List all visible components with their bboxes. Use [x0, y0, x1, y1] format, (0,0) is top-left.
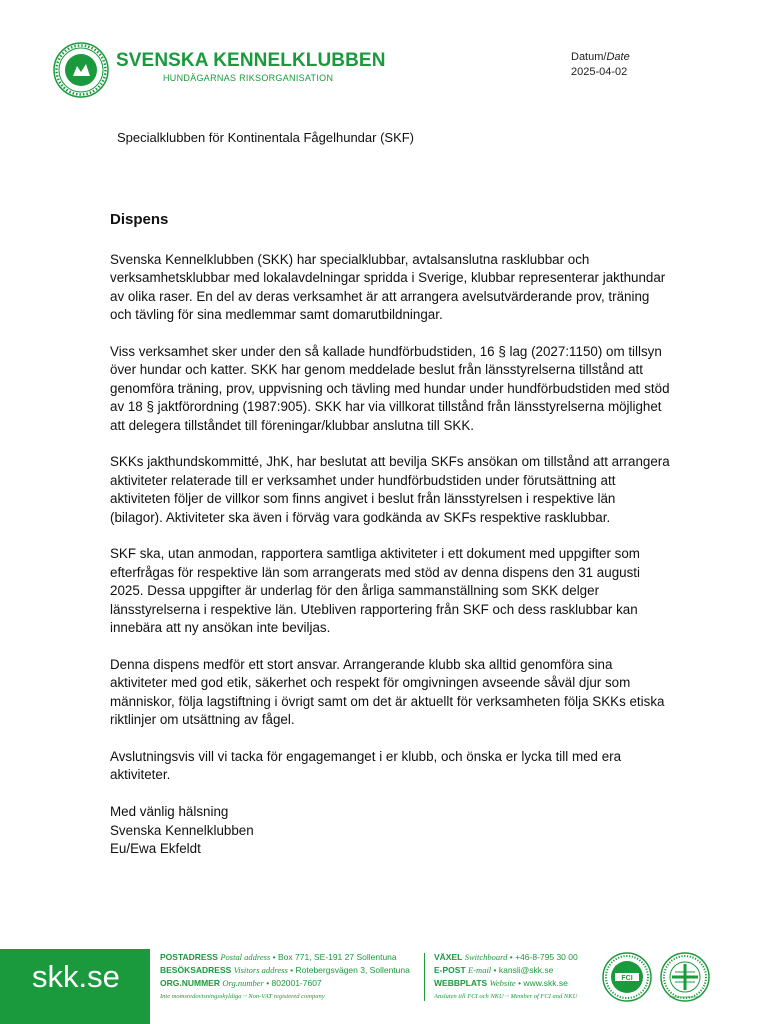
footer-orgnr: ORG.NUMMER Org.number • 802001-7607 — [160, 978, 322, 988]
footer-brand-panel — [0, 949, 150, 1024]
closing-org: Svenska Kennelklubben — [110, 822, 254, 838]
document-title: Dispens — [110, 211, 169, 228]
footer-brand-link[interactable]: skk.se — [32, 959, 120, 994]
skk-seal-logo-icon — [53, 42, 109, 98]
footer-address-column — [160, 951, 410, 1003]
date-value: 2025-04-02 — [571, 66, 628, 78]
paragraph: SKKs jakthundskommitté, JhK, har beslutat att bevilja SKFs ansökan om tillstånd att arrangera aktiviteter relaterade till er verksamhet under hundförbudstiden under förutsättning att aktiviteten följer de villkor som finns angivet i beslut från länsstyrelsen i respektive län (bilagor). Aktiviteter ska även i förväg vara godkända av SKFs respektive rasklubbar. — [110, 454, 670, 525]
footer-postal: POSTADRESS Postal address • Box 771, SE-191 27 Sollentuna — [160, 952, 397, 962]
footer-visit: BESÖKSADRESS Visitors address • Rotebergsvägen 3, Sollentuna — [160, 965, 410, 975]
paragraph: Viss verksamhet sker under den så kallade hundförbudstiden, 16 § lag (2027:1150) om tillsyn över hundar och katter. SKK har genom meddelade beslut från länsstyrelserna tillstånd att genomföra träning, prov, uppvisning och tävling med hundar under hundförbudstiden med stöd av 18 § jaktförordning (1987:905). SKK har via villkorat tillstånd från länsstyrelserna möjlighet att delegera tillståndet till föreningar/klubbar anslutna till SKK. — [110, 344, 670, 433]
footer — [0, 949, 768, 1024]
fci-seal-icon — [602, 952, 652, 1002]
nku-seal-icon — [660, 952, 710, 1002]
brand-subtitle: HUNDÄGARNAS RIKSORGANISATION — [163, 73, 334, 83]
footer-member-note: Ansluten till FCI och NKU ~ Member of FCI and NKU — [434, 993, 578, 1000]
footer-web: WEBBPLATS Website • www.skk.se — [434, 978, 568, 988]
date-label: Datum/Date — [571, 51, 630, 63]
footer-web-link[interactable]: • www.skk.se — [518, 978, 568, 988]
footer-email: E-POST E-mail • kansli@skk.se — [434, 965, 554, 975]
paragraph: Denna dispens medför ett stort ansvar. Arrangerande klubb ska alltid genomföra sina aktiviteter med god etik, säkerhet och respekt för omgivningen avseende såväl djur som människor, följa lagstiftning i övrigt samt om det är aktuellt för verksamheten följa SKKs etiska riktlinjer om utsättning av fågel. — [110, 656, 665, 728]
footer-divider — [424, 953, 425, 1001]
svg-text:NORDISK KENNEL UNION: NORDISK KENNEL UNION — [669, 996, 701, 999]
paragraph: Avslutningsvis vill vi tacka för engagemanget i er klubb, och önska er lycka till med era aktiviteter. — [110, 748, 622, 783]
closing-greeting: Med vänlig hälsning — [110, 804, 229, 820]
brand-name: SVENSKA KENNELKLUBBEN — [116, 50, 386, 71]
paragraph: SKF ska, utan anmodan, rapportera samtliga aktiviteter i ett dokument med uppgifter som efterfrågas för respektive län som arrangerats med stöd av denna dispens den 31 augusti 2025. Dessa uppgifter är underlag för den årliga sammanställning som SKK delger länsstyrelserna i respektive län. Utebliven rapportering från SKF och dess rasklubbar kan innebära att ny ansökan inte beviljas. — [110, 546, 640, 636]
closing-signature — [110, 803, 670, 858]
paragraph: Svenska Kennelklubben (SKK) har specialklubbar, avtalsanslutna rasklubbar och verksamhetsklubbar med lokalavdelningar spridda i Sverige, klubbar representerar jakthundar av olika raser. En del av deras verksamhet är att arrangera avelsutvärderande prov, träning och tävling för sina medlemmar samt domarutbildningar. — [110, 252, 666, 323]
footer-phone: VÄXEL Switchboard • +46-8-795 30 00 — [434, 952, 578, 962]
closing-signer: Eu/Ewa Ekfeldt — [110, 840, 201, 856]
footer-email-link[interactable]: • kansli@skk.se — [493, 965, 554, 975]
footer-contact-column — [434, 951, 578, 1003]
letter-body — [110, 251, 670, 858]
footer-vat-note: Inte momsredovisningsskyldiga ~ Non-VAT registered company — [160, 993, 325, 1000]
svg-text:FCI: FCI — [621, 975, 633, 982]
recipient: Specialklubben för Kontinentala Fågelhundar (SKF) — [117, 130, 415, 145]
